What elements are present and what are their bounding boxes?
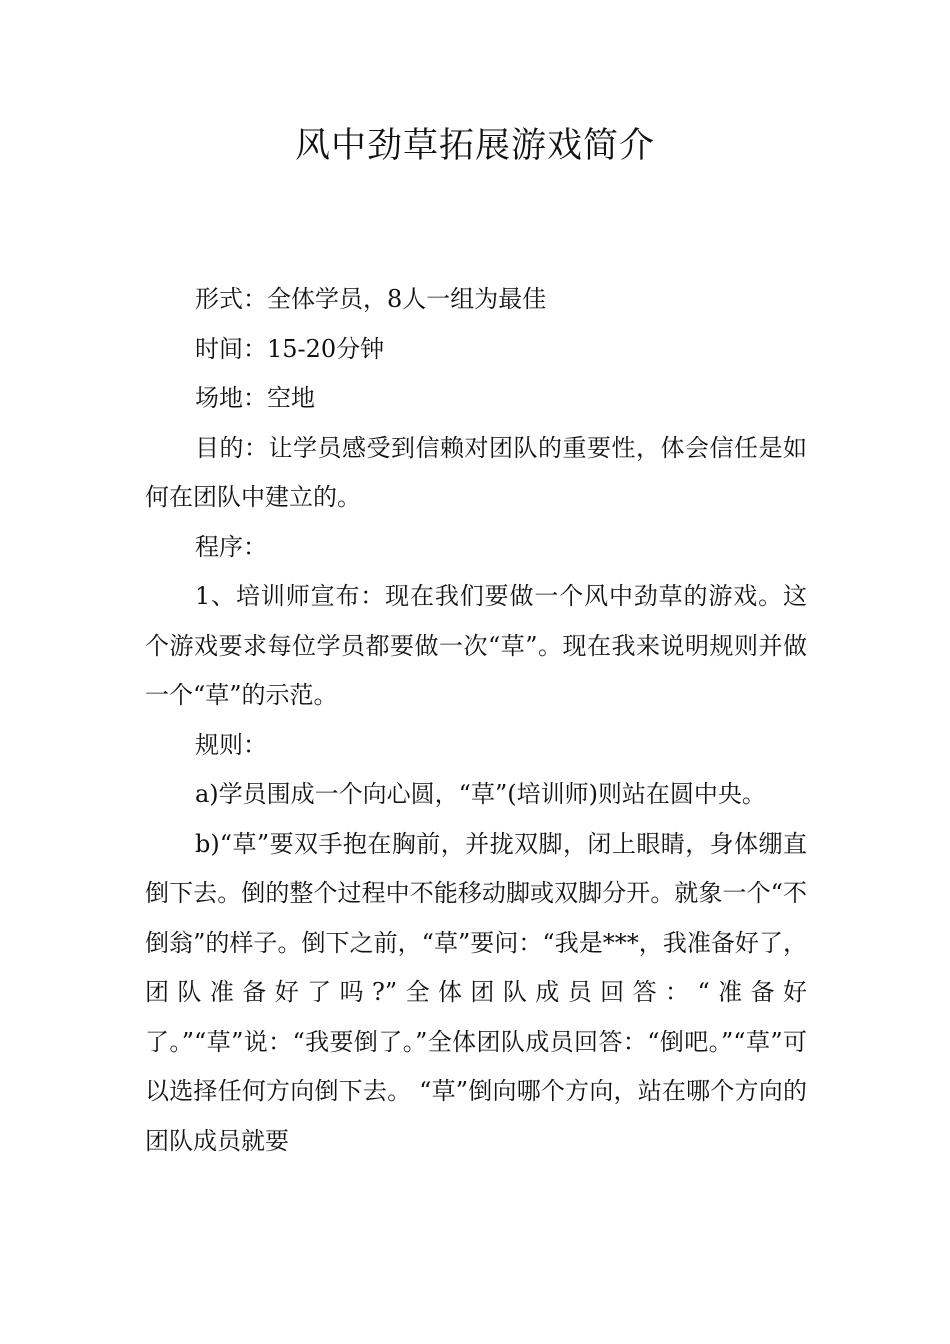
document-title: 风中劲草拓展游戏简介 <box>294 126 655 166</box>
paragraph-step-1: 1、培训师宣布：现在我们要做一个风中劲草的游戏。这个游戏要求每位学员都要做一次“草”。现在我来说明规则并做一个“草”的示范。 <box>145 582 807 709</box>
paragraph-rules-heading: 规则： <box>195 730 267 759</box>
paragraph-procedure-heading: 程序： <box>195 532 267 561</box>
document-body <box>145 275 807 1166</box>
paragraph-venue: 场地：空地 <box>195 384 315 412</box>
paragraph-time: 时间：15-20分钟 <box>195 334 385 363</box>
paragraph-rule-b: b)“草”要双手抱在胸前，并拢双脚，闭上眼睛，身体绷直倒下去。倒的整个过程中不能移动脚或双脚分开。就象一个“不倒翁”的样子。倒下之前，“草”要问：“我是***，我准备好了，团队准备好了吗?”全体团队成员回答：“准备好了。”“草”说：“我要倒了。”全体团队成员回答：“倒吧。”“草”可以选择任何方向倒下去。 “草”倒向哪个方向，站在哪个方向的团队成员就要 <box>145 829 807 1155</box>
paragraph-purpose: 目的：让学员感受到信赖对团队的重要性，体会信任是如何在团队中建立的。 <box>145 433 807 511</box>
paragraph-rule-a: a)学员围成一个向心圆，“草”(培训师)则站在圆中央。 <box>195 780 766 808</box>
paragraph-format: 形式：全体学员，8人一组为最佳 <box>195 285 547 313</box>
